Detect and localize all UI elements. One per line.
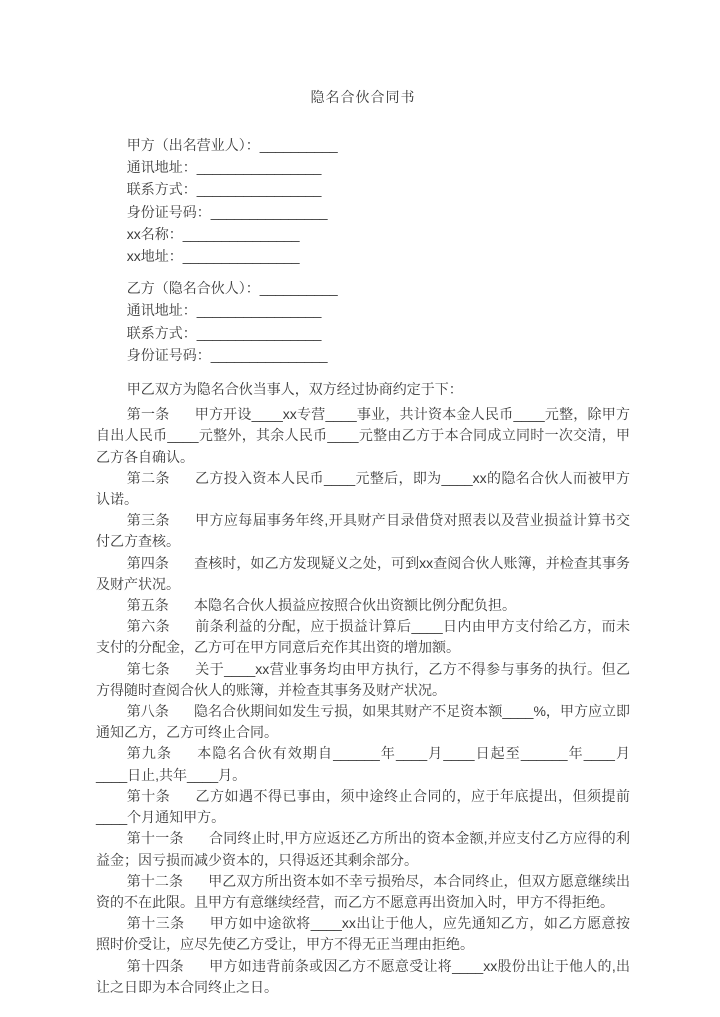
field-label: 身份证号码： [126, 346, 211, 363]
document-title: 隐名合伙合同书 [310, 89, 416, 105]
party-b-section [96, 277, 630, 366]
article-text: 甲方应每届事务年终,开具财产目录借贷对照表以及营业损益计算书交付乙方查核。 [96, 512, 631, 550]
field-blank-underline: _______________ [210, 203, 328, 220]
field-blank-underline: ________________ [196, 324, 322, 341]
party-a-contact-row [96, 178, 630, 200]
article-number: 第八条 [126, 703, 169, 720]
field-label: xx名称： [126, 225, 183, 242]
article-text: 甲方如违背前条或因乙方不愿意受让将____xx股份出让于他人的,出让之日即为本合同终止之日。 [96, 957, 631, 995]
article-number: 第六条 [126, 618, 171, 635]
party-b-contact-row [96, 322, 630, 344]
article-11 [96, 828, 630, 870]
field-blank-underline: _______________ [182, 248, 300, 265]
article-14 [96, 956, 630, 998]
article-text: 隐名合伙期间如发生亏损，如果其财产不足资本额____%，甲方应立即通知乙方，乙方可终止合同。 [96, 703, 631, 741]
preamble-text: 甲乙双方为隐名合伙当事人，双方经过协商约定于下： [126, 381, 463, 398]
party-b-address-row [96, 299, 630, 321]
field-label: xx地址： [126, 248, 183, 265]
article-number: 第五条 [126, 597, 169, 614]
article-number: 第一条 [126, 406, 170, 423]
article-3 [96, 510, 630, 552]
article-10 [96, 786, 630, 828]
article-number: 第九条 [126, 745, 173, 762]
article-text: 合同终止时,甲方应返还乙方所出的资本金额,并应支付乙方应得的利益金；因亏损而减少资本的，只得返还其剩余部分。 [96, 830, 630, 868]
field-blank-underline: __________ [259, 280, 338, 297]
party-a-business-name-row [96, 223, 630, 245]
party-a-id-row [96, 201, 630, 223]
article-text: 本隐名合伙有效期自______年____月____日起至______年____月____日止,共年____月。 [96, 745, 630, 783]
field-label: 乙方（隐名合伙人）： [126, 280, 260, 297]
articles-section [96, 404, 630, 998]
field-blank-underline: ________________ [196, 181, 322, 198]
party-a-business-address-row [96, 245, 630, 267]
article-text: 乙方如遇不得已事由，须中途终止合同的，应于年底提出，但须提前____个月通知甲方。 [96, 787, 631, 826]
article-number: 第二条 [126, 469, 170, 486]
article-number: 第十二条 [126, 872, 184, 889]
article-number: 第三条 [126, 512, 170, 529]
article-number: 第十三条 [126, 915, 185, 932]
article-number: 第四条 [126, 554, 169, 571]
field-label: 通讯地址： [126, 159, 197, 176]
article-text: 甲方开设____xx专营____事业，共计资本金人民币____元整，除甲方自出人民币____元整外，其余人民币____元整由乙方于本合同成立同时一次交清，甲乙方各自确认。 [96, 406, 631, 465]
field-label: 联系方式： [126, 324, 197, 341]
article-5 [96, 595, 630, 616]
article-text: 乙方投入资本人民币____元整后，即为____xx的隐名合伙人而被甲方认诺。 [96, 469, 631, 508]
field-label: 身份证号码： [126, 203, 211, 220]
article-number: 第十一条 [126, 830, 184, 847]
field-blank-underline: ________________ [196, 302, 322, 319]
article-2 [96, 468, 630, 510]
party-b-name-row [96, 277, 630, 299]
article-number: 第十条 [126, 787, 171, 804]
article-number: 第七条 [126, 660, 171, 677]
field-blank-underline: ________________ [196, 159, 322, 176]
article-number: 第十四条 [126, 957, 184, 974]
party-a-name-row [96, 134, 630, 156]
article-1 [96, 404, 630, 468]
field-label: 联系方式： [126, 181, 197, 198]
article-text: 关于____xx营业事务均由甲方执行，乙方不得参与事务的执行。但乙方得随时查阅合伙人的账簿，并检查其事务及财产状况。 [96, 660, 630, 698]
field-blank-underline: _______________ [182, 225, 300, 242]
article-7 [96, 659, 630, 701]
article-4 [96, 553, 630, 595]
party-a-section [96, 134, 630, 267]
field-label: 通讯地址： [126, 302, 197, 319]
field-blank-underline: __________ [259, 137, 338, 153]
article-text: 前条利益的分配，应于损益计算后____日内由甲方支付给乙方，而未支付的分配金，乙方可在甲方同意后充作其出资的增加额。 [96, 618, 630, 656]
field-label: 甲方（出名营业人）： [126, 137, 260, 153]
article-13 [96, 913, 630, 955]
party-a-address-row [96, 156, 630, 178]
article-text: 甲方如中途欲将____xx出让于他人，应先通知乙方，如乙方愿意按照时价受让，应尽先使乙方受让，甲方不得无正当理由拒绝。 [96, 915, 630, 953]
article-12 [96, 871, 630, 913]
article-8 [96, 701, 630, 743]
article-text: 查核时，如乙方发现疑义之处，可到xx查阅合伙人账簿，并检查其事务及财产状况。 [96, 554, 631, 592]
article-9 [96, 743, 630, 785]
article-text: 本隐名合伙人损益应按照合伙出资额比例分配负担。 [193, 597, 516, 614]
article-6 [96, 616, 630, 658]
article-text: 甲乙双方所出资本如不幸亏损殆尽，本合同终止，但双方愿意继续出资的不在此限。且甲方有意继续经营，而乙方不愿意再出资加入时，甲方不得拒绝。 [96, 872, 631, 910]
field-blank-underline: _______________ [210, 346, 328, 363]
party-b-id-row [96, 344, 630, 366]
